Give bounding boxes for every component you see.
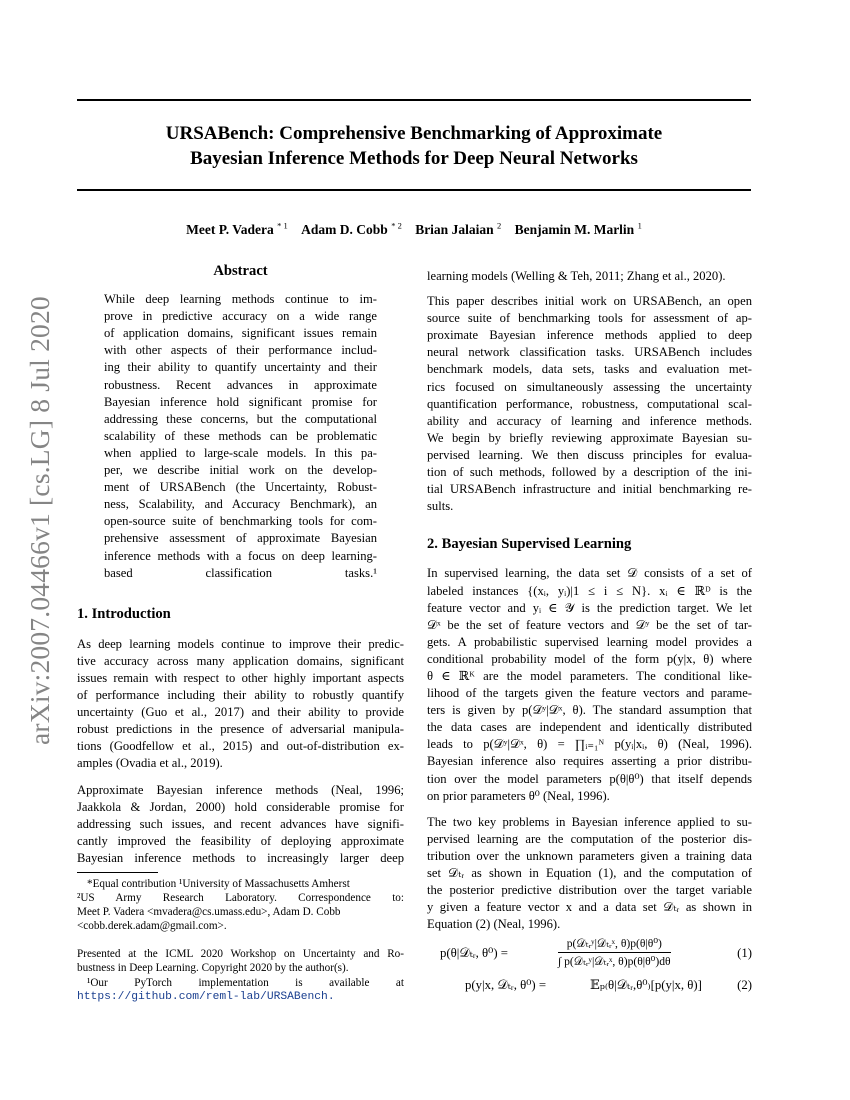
title-top-rule	[77, 99, 751, 101]
footnote-line: Presented at the ICML 2020 Workshop on Uncertainty and Ro-	[77, 948, 404, 961]
text-line: conditional probability model of the form p(y|x, θ) where	[427, 651, 752, 666]
author-list	[77, 220, 751, 238]
text-line: labeled instances {(xᵢ, yᵢ)|1 ≤ i ≤ N}. xᵢ ∈ ℝᴰ is the	[427, 583, 752, 598]
description-paragraph	[427, 293, 752, 515]
title-bottom-rule	[77, 189, 751, 191]
text-line: ters is given by p(𝒟ʸ|𝒟ˣ, θ). The standard assumption that	[427, 703, 752, 718]
repository-link[interactable]: https://github.com/reml-lab/URSABench.	[77, 990, 335, 1003]
text-line: Bayesian inference methods to increasingly larger deep	[77, 850, 404, 865]
text-line: on prior parameters θ⁰ (Neal, 1996).	[427, 788, 610, 803]
abstract-line: robustness. Recent advances in approximate	[104, 377, 377, 392]
text-line: leads to p(𝒟ʸ|𝒟ˣ, θ) = ∏ᵢ₌₁ᴺ p(yᵢ|xᵢ, θ) (Neal, 1996).	[427, 737, 752, 752]
section-heading-introduction: 1. Introduction	[77, 605, 171, 622]
text-line: quantification performance, robustness, computational scal-	[427, 396, 752, 411]
text-line: Approximate Bayesian inference methods (Neal, 1996;	[77, 782, 404, 797]
author	[301, 222, 402, 237]
text-line: issues remain with respect to other highly important aspects	[77, 670, 404, 685]
title-line-2: Bayesian Inference Methods for Deep Neural Networks	[190, 148, 638, 169]
author	[515, 222, 642, 237]
author-name: Brian Jalaian	[415, 221, 494, 237]
footnote-line: bustness in Deep Learning. Copyright 2020 by the author(s).	[77, 962, 349, 975]
abstract-body	[104, 291, 377, 582]
author-marks: 2	[496, 220, 502, 230]
text-line: 𝒟ˣ be the set of feature vectors and 𝒟ʸ be the set of tar-	[427, 617, 752, 632]
text-line: As deep learning models continue to improve their predic-	[77, 636, 404, 651]
text-line: addressing such issues, and recent advances have signifi-	[77, 816, 404, 831]
section2-paragraph-1	[427, 565, 752, 804]
paper-title	[77, 121, 751, 171]
abstract-heading: Abstract	[213, 263, 268, 279]
text-line: the data cases are independent and identically distributed	[427, 720, 752, 735]
author-name: Adam D. Cobb	[301, 221, 388, 237]
abstract-line: prehensive assessment of approximate Bayesian	[104, 531, 377, 546]
text-line: set 𝒟ₜᵣ as shown in Equation (1), and the computation of	[427, 866, 752, 880]
abstract-line: scalability of these methods can be problematic	[104, 428, 377, 443]
text-line: sults.	[427, 499, 454, 514]
footnotes	[77, 877, 404, 1004]
text-line: source suite of benchmarking tools for assessment of ap-	[427, 311, 752, 326]
text-line: tial URSABench infrastructure and initial benchmarking re-	[427, 482, 752, 497]
equation-2	[440, 978, 752, 998]
abstract-line: per, we describe initial work on the develop-	[104, 463, 377, 478]
intro-paragraph-1	[77, 636, 404, 773]
section2-paragraph-2	[427, 814, 752, 934]
author	[186, 222, 288, 237]
text-line: robust predictions in the presence of adversarial manipula-	[77, 722, 404, 737]
text-line: tive accuracy across many application domains, significant	[77, 653, 404, 668]
text-line: rics focused on simultaneously assessing the uncertainty	[427, 379, 752, 394]
footnote-line: <cobb.derek.adam@gmail.com>.	[77, 920, 227, 933]
text-line: benchmark models, data sets, tasks and evaluation met-	[427, 362, 752, 377]
abstract-line: ing their ability to quantify uncertainty and their	[104, 360, 377, 375]
text-line: This paper describes initial work on URSABench, an open	[427, 294, 752, 309]
author-marks: 1	[637, 220, 642, 230]
author	[415, 222, 501, 237]
equation-1	[440, 938, 752, 978]
arxiv-stamp: arXiv:2007.04466v1 [cs.LG] 8 Jul 2020	[24, 296, 55, 745]
text-line: cantly improved the feasibility of deploying approximate	[77, 833, 404, 848]
abstract-line: of application domains, significant issues remain	[104, 326, 377, 341]
text-line: ability and accuracy of learning and inference methods.	[427, 413, 752, 428]
text-line: of performance including their ability to robustly quantify	[77, 688, 404, 703]
text-line: amples (Ovadia et al., 2019).	[77, 756, 223, 771]
footnote-rule	[77, 872, 158, 873]
text-line: Equation (2) (Neal, 1996).	[427, 917, 561, 932]
text-line: proximate Bayesian inference methods applied to deep	[427, 328, 752, 343]
text-line: θ ∈ ℝᴷ are the model parameters. The conditional like-	[427, 668, 752, 683]
text-line: the posterior predictive distribution over the target variable	[427, 883, 752, 898]
abstract-line: ness, Scalability, and Accuracy Benchmark), an	[104, 497, 377, 512]
text-line: y given a feature vector x and a data set 𝒟ₜᵣ as shown in	[427, 900, 752, 915]
text-line: Jaakkola & Jordan, 2000) hold considerable promise for	[77, 799, 404, 814]
left-column	[77, 263, 404, 1004]
footnote-line: Meet P. Vadera <mvadera@cs.umass.edu>, Adam D. Cobb	[77, 906, 341, 919]
abstract-line: addressing these concerns, but the computational	[104, 411, 377, 426]
intro-paragraph-2	[77, 782, 404, 867]
text-line: lihood of the targets given the feature vectors and parame-	[427, 686, 752, 701]
text-line: The two key problems in Bayesian inference applied to su-	[427, 814, 752, 829]
abstract-line: based classification tasks.¹	[104, 565, 377, 580]
equation-1-fraction	[558, 936, 671, 969]
equation-2-number: (2)	[737, 978, 752, 992]
equation-1-number: (1)	[737, 946, 752, 960]
abstract-line: when applied to large-scale models. In this pa-	[104, 445, 377, 460]
equation-1-lhs: p(θ|𝒟ₜᵣ, θ⁰) =	[440, 946, 508, 960]
text-line: learning models (Welling & Teh, 2011; Zhang et al., 2020).	[427, 269, 726, 283]
text-line: gets. A probabilistic supervised learning model provides a	[427, 634, 752, 649]
abstract-line: ment of URSABench (the Uncertainty, Robust-	[104, 480, 377, 495]
text-line: tion of such methods, followed by a description of the ini-	[427, 465, 752, 480]
text-line: tions (Goodfellow et al., 2015) and out-of-distribution ex-	[77, 739, 404, 754]
equation-1-numerator: p(𝒟ₜᵣʸ|𝒟ₜᵣˣ, θ)p(θ|θ⁰)	[558, 936, 671, 953]
author-name: Benjamin M. Marlin	[514, 221, 635, 237]
right-column	[427, 268, 752, 933]
abstract-line: with other aspects of their performance includ-	[104, 343, 377, 358]
text-line: neural network classification tasks. URSABench includes	[427, 345, 752, 360]
equation-1-denominator: ∫ p(𝒟ₜᵣʸ|𝒟ₜᵣˣ, θ)p(θ|θ⁰)dθ	[558, 955, 671, 968]
author-marks: * 2	[391, 220, 402, 230]
abstract-line: Bayesian inference hold significant promise for	[104, 394, 377, 409]
text-line: pervised learning are the computation of the posterior dis-	[427, 831, 752, 846]
equation-2-lhs: p(y|x, 𝒟ₜᵣ, θ⁰) =	[465, 978, 547, 992]
section-heading-bayesian-supervised-learning: 2. Bayesian Supervised Learning	[427, 536, 632, 553]
text-line: Bayesian inference also requires asserting a prior distribu-	[427, 754, 752, 769]
abstract-line: While deep learning methods continue to im-	[104, 292, 377, 307]
footnote-line: ¹Our PyTorch implementation is available at	[87, 976, 404, 989]
abstract-line: inference methods with a focus on deep learning-	[104, 548, 377, 563]
text-line: feature vector and yᵢ ∈ 𝒴 is the prediction target. We let	[427, 600, 752, 615]
text-line: pervised learning. We then discuss principles for evalua-	[427, 447, 752, 462]
abstract-line: prove in predictive accuracy on a wide range	[104, 309, 377, 324]
text-line: In supervised learning, the data set 𝒟 consists of a set of	[427, 566, 752, 581]
footnote-line: ²US Army Research Laboratory. Correspondence to:	[77, 892, 404, 905]
author-name: Meet P. Vadera	[186, 221, 274, 237]
text-line: tribution over the unknown parameters given a training data	[427, 848, 752, 863]
text-line: tion over the model parameters p(θ|θ⁰) that itself depends	[427, 771, 752, 786]
abstract-line: open-source suite of benchmarking tools for com-	[104, 514, 377, 529]
footnote-line: *Equal contribution ¹University of Massachusetts Amherst	[87, 878, 350, 890]
title-line-1: URSABench: Comprehensive Benchmarking of Approximate	[165, 123, 663, 144]
text-line: We begin by briefly reviewing approximate Bayesian su-	[427, 430, 752, 445]
author-marks: * 1	[277, 220, 288, 230]
equation-2-rhs: 𝔼ₚ₍θ|𝒟ₜᵣ,θ⁰₎[p(y|x, θ)]	[590, 978, 702, 992]
text-line: uncertainty (Guo et al., 2017) and their ability to provide	[77, 705, 404, 720]
